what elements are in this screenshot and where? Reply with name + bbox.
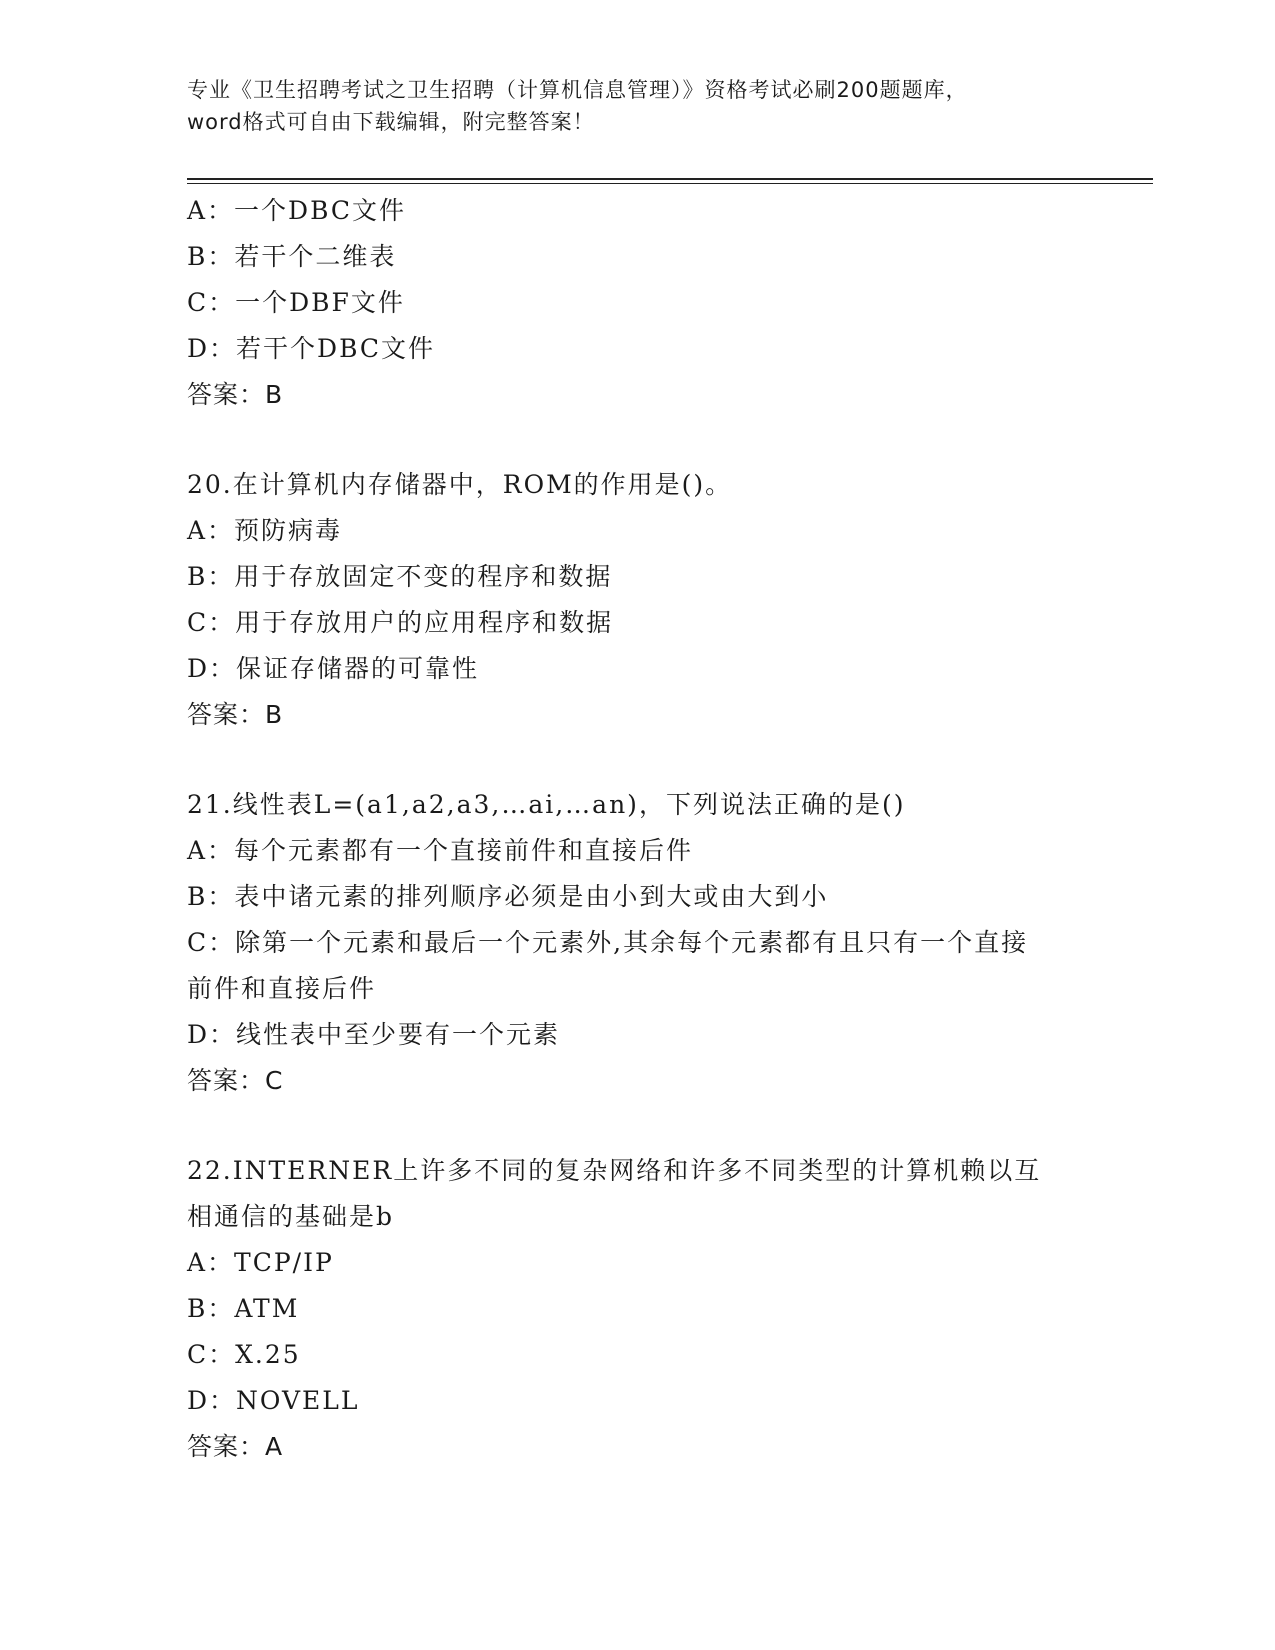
question-stem: 21.线性表L=(a1,a2,a3,…ai,…an)，下列说法正确的是(): [187, 790, 906, 819]
option-c: C：除第一个元素和最后一个元素外,其余每个元素都有且只有一个直接前件和直接后件: [187, 928, 1029, 1003]
question-block-21: [187, 782, 1087, 1104]
question-stem: 22.INTERNER上许多不同的复杂网络和许多不同类型的计算机赖以互相通信的基础是b: [187, 1156, 1042, 1231]
option-a: A：TCP/IP: [187, 1248, 334, 1277]
answer-line: 答案：C: [187, 1066, 284, 1095]
spacer: [187, 1104, 1087, 1148]
question-block-20: [187, 462, 1087, 738]
option-a: A：每个元素都有一个直接前件和直接后件: [187, 836, 694, 865]
answer-line: 答案：A: [187, 1432, 284, 1461]
option-b: B：若干个二维表: [187, 242, 397, 271]
question-block-22: [187, 1148, 1087, 1470]
spacer: [187, 738, 1087, 782]
option-d: D：保证存储器的可靠性: [187, 654, 480, 683]
option-b: B：用于存放固定不变的程序和数据: [187, 562, 613, 591]
question-stem: 20.在计算机内存储器中，ROM的作用是()。: [187, 470, 733, 499]
question-list: [187, 188, 1087, 1470]
header-divider-thick: [187, 178, 1153, 180]
answer-line: 答案：B: [187, 700, 284, 729]
option-c: C：用于存放用户的应用程序和数据: [187, 608, 614, 637]
option-b: B：ATM: [187, 1294, 300, 1323]
option-b: B：表中诸元素的排列顺序必须是由小到大或由大到小: [187, 882, 829, 911]
option-c: C：X.25: [187, 1340, 301, 1369]
header-divider-thin: [187, 183, 1153, 184]
option-c: C：一个DBF文件: [187, 288, 405, 317]
previous-question-block: [187, 188, 1087, 418]
option-d: D：若干个DBC文件: [187, 334, 436, 363]
option-d: D：线性表中至少要有一个元素: [187, 1020, 561, 1049]
header-line-1: 专业《卫生招聘考试之卫生招聘（计算机信息管理）》资格考试必刷200题题库，: [187, 78, 968, 102]
header-line-2: word格式可自由下载编辑，附完整答案！: [187, 110, 595, 134]
option-d: D：NOVELL: [187, 1386, 360, 1415]
option-a: A：一个DBC文件: [187, 196, 407, 225]
answer-line: 答案：B: [187, 380, 284, 409]
document-header: [187, 74, 1087, 138]
option-a: A：预防病毒: [187, 516, 343, 545]
spacer: [187, 418, 1087, 462]
